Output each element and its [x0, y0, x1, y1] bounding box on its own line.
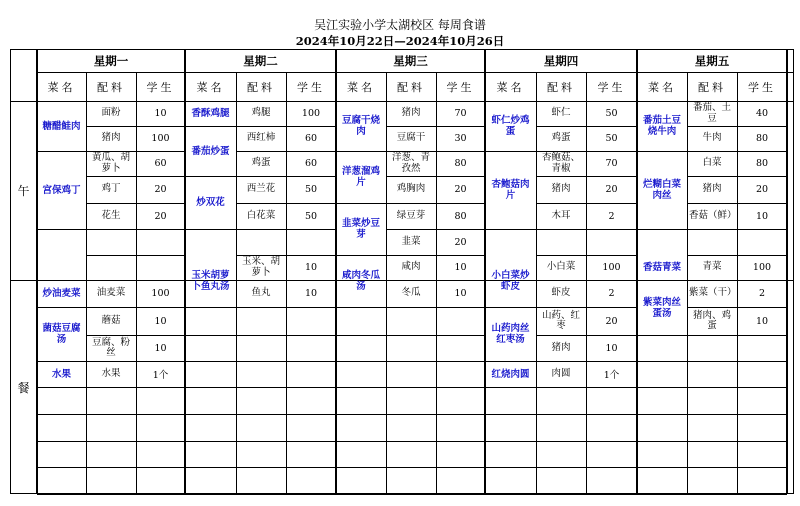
column-header: 菜名 [648, 80, 676, 94]
ingredient-qty: 20 [454, 236, 467, 248]
grid-line [336, 307, 386, 308]
ingredient-qty: 2 [608, 288, 615, 299]
ingredient-qty: 10 [755, 315, 769, 327]
column-header: 配料 [97, 80, 125, 94]
dish-name: 烂糊白菜肉丝 [642, 179, 681, 201]
dish-name: 小白菜炒虾皮 [491, 270, 530, 292]
grid-line [637, 441, 687, 442]
meal-label-lunch: 午 [17, 184, 30, 198]
grid-line [336, 467, 386, 468]
dish-name: 菌菇豆腐汤 [42, 323, 81, 345]
grid-line [86, 361, 185, 362]
grid-line [536, 387, 637, 388]
grid-line [86, 307, 185, 308]
grid-line [386, 126, 485, 127]
column-header: 配料 [698, 80, 726, 94]
dish-name: 玉米胡萝卜鱼丸汤 [191, 270, 230, 292]
dish-name: 杏鲍菇肉片 [491, 179, 530, 201]
ingredient: 杏鲍菇、青椒 [541, 152, 580, 174]
grid-line [386, 361, 485, 362]
grid-line [37, 467, 86, 468]
ingredient-qty: 20 [154, 210, 167, 222]
grid-line [37, 387, 86, 388]
grid-line [236, 126, 336, 127]
grid-line [236, 307, 336, 308]
ingredient-qty: 20 [755, 184, 769, 195]
grid-line [37, 229, 86, 230]
grid-line [687, 441, 787, 442]
ingredient: 鸡丁 [101, 183, 121, 195]
column-header: 学生 [446, 80, 475, 94]
dish-name: 虾仁炒鸡蛋 [491, 115, 530, 137]
ingredient: 虾仁 [551, 107, 571, 119]
grid-line [386, 441, 485, 442]
dish-name: 炒双花 [196, 197, 225, 208]
ingredient: 鸡蛋 [251, 157, 271, 169]
grid-line [536, 361, 637, 362]
day-name: 星期一 [93, 53, 129, 68]
grid-line [86, 414, 185, 415]
grid-line [336, 494, 386, 495]
grid-line [86, 229, 185, 230]
grid-line [687, 126, 787, 127]
grid-line [336, 414, 386, 415]
grid-line [687, 229, 787, 230]
dish-name: 红烧肉圆 [491, 368, 530, 380]
grid-line [185, 441, 236, 442]
ingredient-qty: 80 [755, 158, 769, 169]
ingredient-qty: 1个 [603, 370, 620, 381]
grid-line [386, 494, 485, 495]
grid-line [687, 176, 787, 177]
grid-line [637, 229, 687, 230]
grid-line [386, 203, 485, 204]
grid-line [86, 203, 185, 204]
dish-name: 香酥鸡腿 [191, 108, 230, 119]
grid-line [637, 361, 687, 362]
ingredient: 小白菜 [546, 261, 576, 273]
ingredient: 西兰花 [246, 183, 276, 195]
ingredient: 玉米、胡萝卜 [241, 256, 280, 278]
grid-line [185, 335, 236, 336]
grid-line [386, 467, 485, 468]
grid-line [386, 229, 485, 230]
dish-name: 咸肉冬瓜汤 [341, 270, 380, 292]
grid-line [485, 441, 536, 442]
ingredient: 白菜 [702, 157, 722, 169]
grid-line [386, 307, 485, 308]
weekly-menu-table [10, 49, 794, 494]
ingredient: 虾皮 [551, 287, 571, 299]
grid-line [386, 280, 485, 281]
ingredient: 番茄、土豆 [692, 102, 731, 124]
grid-line [485, 414, 536, 415]
grid-line [536, 280, 637, 281]
ingredient-qty: 2 [758, 288, 766, 299]
ingredient: 猪肉 [551, 183, 571, 195]
grid-line [536, 176, 637, 177]
grid-line [687, 467, 787, 468]
grid-line [185, 467, 236, 468]
ingredient-qty: 50 [304, 210, 318, 222]
grid-line [86, 126, 185, 127]
grid-line [185, 361, 236, 362]
grid-line [687, 307, 787, 308]
grid-line [86, 335, 185, 336]
grid-line [185, 229, 236, 230]
ingredient-qty: 50 [605, 133, 618, 144]
grid-line [86, 255, 185, 256]
ingredient-qty: 30 [454, 133, 467, 144]
column-header: 配料 [247, 80, 275, 94]
ingredient-qty: 10 [755, 210, 769, 222]
grid-line [637, 387, 687, 388]
grid-line [637, 467, 687, 468]
grid-line [687, 255, 787, 256]
ingredient-qty: 20 [605, 315, 618, 327]
ingredient: 木耳 [551, 209, 571, 221]
grid-line [485, 494, 536, 495]
ingredient-qty: 10 [154, 342, 167, 354]
dish-name: 韭菜炒豆芽 [341, 218, 380, 240]
ingredient: 猪肉 [551, 341, 571, 353]
ingredient: 猪肉 [702, 183, 722, 195]
grid-line [185, 414, 236, 415]
ingredient-qty: 60 [304, 158, 318, 169]
grid-line [687, 335, 787, 336]
date-range: 2024年10月22日—2024年10月26日 [295, 34, 505, 48]
ingredient-qty: 100 [301, 108, 321, 119]
grid-line [236, 151, 336, 152]
grid-line [536, 467, 637, 468]
grid-line [536, 414, 637, 415]
ingredient-qty: 10 [304, 288, 318, 299]
dish-name: 紫菜肉丝蛋汤 [642, 296, 681, 319]
ingredient: 牛肉 [702, 132, 722, 144]
grid-line [687, 494, 787, 495]
ingredient-qty: 100 [151, 133, 170, 144]
ingredient-qty: 60 [154, 158, 167, 169]
ingredient-qty: 2 [608, 210, 615, 222]
grid-line [386, 151, 485, 152]
ingredient: 鸡蛋 [551, 132, 571, 144]
grid-line [37, 441, 86, 442]
grid-line [386, 414, 485, 415]
grid-line [86, 151, 185, 152]
grid-line [536, 441, 637, 442]
grid-line [386, 176, 485, 177]
grid-line [236, 387, 336, 388]
ingredient-qty: 20 [154, 184, 167, 195]
grid-line [185, 307, 236, 308]
ingredient-qty: 10 [154, 315, 167, 327]
dish-name: 番茄土豆烧牛肉 [642, 115, 681, 137]
ingredient-qty: 70 [454, 108, 467, 119]
menu-title: 吴江实验小学太湖校区 每周食谱 [314, 18, 486, 32]
ingredient: 鸡腿 [251, 107, 271, 119]
ingredient-qty: 100 [752, 262, 772, 273]
grid-line [236, 176, 336, 177]
grid-line [687, 280, 787, 281]
grid-line [236, 494, 336, 495]
grid-line [185, 494, 236, 495]
dish-name: 炒油麦菜 [42, 288, 81, 299]
grid-line [637, 414, 687, 415]
ingredient: 猪肉、鸡蛋 [692, 309, 731, 331]
grid-line [687, 414, 787, 415]
ingredient-qty: 10 [605, 342, 618, 354]
column-header: 学生 [146, 80, 175, 94]
grid-line [687, 387, 787, 388]
ingredient: 猪肉 [101, 132, 121, 144]
ingredient: 青菜 [702, 261, 722, 273]
ingredient: 面粉 [101, 107, 121, 119]
column-header: 菜名 [196, 80, 225, 94]
grid-line [86, 441, 185, 442]
grid-line [386, 255, 485, 256]
ingredient: 香菇（鲜） [689, 209, 737, 221]
meal-label-meal: 餐 [17, 380, 30, 395]
grid-line [485, 229, 536, 230]
grid-line [386, 335, 485, 336]
grid-line [637, 335, 687, 336]
dish-name: 洋葱溜鸡片 [341, 166, 380, 188]
dish-name: 糖醋鲑肉 [42, 120, 81, 132]
dish-name: 宫保鸡丁 [42, 184, 81, 196]
ingredient: 洋葱、青孜然 [391, 152, 430, 174]
ingredient: 黄瓜、胡萝卜 [91, 152, 130, 174]
column-header: 配料 [397, 80, 425, 94]
column-header: 菜名 [47, 80, 76, 94]
column-header: 菜名 [347, 80, 375, 94]
ingredient-qty: 80 [454, 210, 467, 222]
grid-line [536, 255, 637, 256]
ingredient: 西红柿 [246, 132, 276, 144]
ingredient: 鸡胸肉 [396, 183, 426, 195]
ingredient: 咸肉 [401, 261, 421, 273]
ingredient-qty: 10 [304, 262, 318, 273]
grid-line [86, 280, 185, 281]
ingredient: 紫菜（干） [689, 287, 737, 299]
grid-line [536, 126, 637, 127]
ingredient: 花生 [101, 209, 121, 221]
ingredient-qty: 10 [154, 108, 167, 119]
ingredient: 蘑菇 [101, 314, 121, 326]
grid-line [37, 414, 86, 415]
day-name: 星期五 [694, 53, 730, 68]
grid-line [86, 494, 185, 495]
grid-line [236, 361, 336, 362]
ingredient: 绿豆芽 [396, 209, 426, 221]
grid-line [37, 494, 86, 495]
grid-line [536, 203, 637, 204]
ingredient-qty: 100 [602, 262, 621, 273]
dish-name: 番茄炒蛋 [191, 145, 230, 157]
dish-name: 豆腐干烧肉 [341, 115, 380, 137]
grid-line [236, 203, 336, 204]
grid-line [86, 176, 185, 177]
ingredient: 山药、红枣 [541, 309, 580, 331]
column-header: 学生 [597, 80, 626, 94]
grid-line [185, 387, 236, 388]
grid-line [637, 494, 687, 495]
grid-line [536, 335, 637, 336]
ingredient: 猪肉 [401, 107, 421, 119]
grid-line [687, 361, 787, 362]
dish-name: 山药肉丝红枣汤 [491, 323, 530, 345]
grid-line [793, 49, 794, 494]
grid-line [536, 307, 637, 308]
ingredient-qty: 70 [605, 158, 618, 169]
grid-line [536, 229, 637, 230]
dish-name: 水果 [51, 368, 71, 380]
ingredient-qty: 10 [454, 262, 467, 273]
ingredient-qty: 60 [304, 133, 318, 144]
ingredient: 鱼丸 [251, 287, 271, 299]
grid-line [336, 387, 386, 388]
ingredient-qty: 50 [304, 184, 318, 195]
ingredient: 韭菜 [401, 235, 421, 247]
grid-line [687, 151, 787, 152]
day-name: 星期四 [543, 53, 579, 68]
ingredient: 肉圆 [551, 367, 571, 379]
column-header: 菜名 [496, 80, 525, 94]
grid-line [386, 387, 485, 388]
dish-name: 香菇青菜 [642, 262, 681, 273]
grid-line [236, 229, 336, 230]
ingredient: 冬瓜 [401, 287, 421, 299]
grid-line [485, 387, 536, 388]
grid-line [536, 151, 637, 152]
ingredient: 豆腐干 [396, 132, 426, 144]
ingredient-qty: 20 [605, 184, 618, 195]
grid-line [536, 494, 637, 495]
grid-line [485, 467, 536, 468]
column-header: 学生 [297, 80, 325, 94]
grid-line [236, 335, 336, 336]
ingredient-qty: 50 [605, 108, 618, 119]
ingredient: 豆腐、粉丝 [91, 336, 130, 358]
ingredient-qty: 80 [454, 158, 467, 169]
ingredient-qty: 20 [454, 184, 467, 195]
column-header: 配料 [547, 80, 575, 94]
grid-line [336, 335, 386, 336]
ingredient-qty: 40 [755, 108, 769, 119]
day-name: 星期二 [243, 53, 278, 68]
grid-line [236, 280, 336, 281]
grid-line [336, 361, 386, 362]
column-header: 学生 [748, 80, 776, 94]
grid-line [236, 467, 336, 468]
ingredient: 白花菜 [246, 209, 276, 221]
grid-line [687, 203, 787, 204]
grid-line [86, 387, 185, 388]
grid-line [236, 414, 336, 415]
grid-line [236, 441, 336, 442]
grid-line [86, 467, 185, 468]
day-name: 星期三 [393, 53, 428, 68]
grid-line [336, 441, 386, 442]
ingredient-qty: 100 [151, 288, 170, 299]
ingredient-qty: 10 [454, 288, 467, 299]
ingredient: 水果 [101, 367, 121, 379]
ingredient-qty: 1个 [152, 370, 169, 381]
ingredient: 油麦菜 [96, 287, 126, 299]
grid-line [236, 255, 336, 256]
ingredient-qty: 80 [755, 133, 769, 144]
